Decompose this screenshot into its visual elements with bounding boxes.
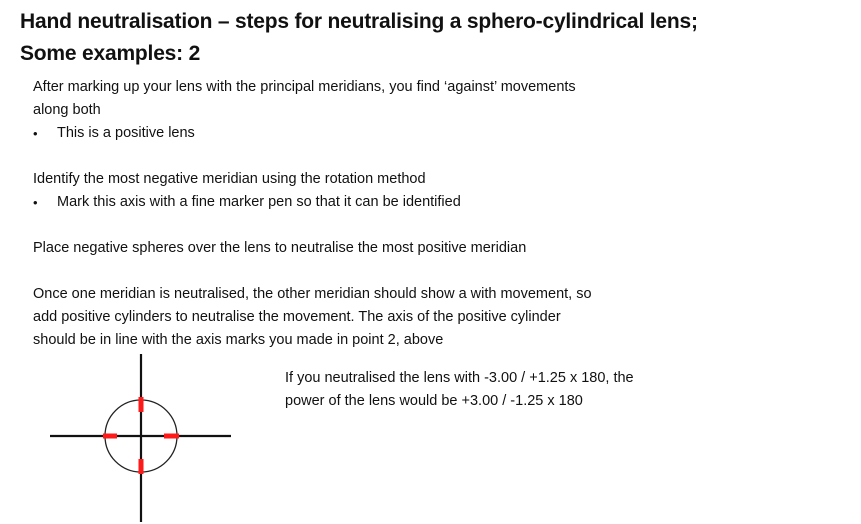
- step-1-bullet: [33, 122, 723, 145]
- step-4-line-3: should be in line with the axis marks you made in point 2, above: [33, 332, 444, 348]
- lens-meridian-diagram: [48, 352, 234, 524]
- result-note: [285, 367, 735, 413]
- steps-body: [33, 76, 723, 352]
- step-3: Place negative spheres over the lens to neutralise the most positive meridian: [33, 240, 527, 256]
- step-1-line-1: After marking up your lens with the principal meridians, you find ‘against’ movements: [33, 79, 576, 95]
- title-line-1: Hand neutralisation – steps for neutralising a sphero-cylindrical lens;: [20, 10, 698, 33]
- step-2-bullet: [33, 191, 723, 214]
- step-2-bullet-text: Mark this axis with a fine marker pen so that it can be identified: [57, 194, 461, 210]
- result-line-1: If you neutralised the lens with -3.00 / +1.25 x 180, the: [285, 370, 634, 386]
- result-line-2: power of the lens would be +3.00 / -1.25 x 180: [285, 393, 583, 409]
- title-line-2: Some examples: 2: [20, 42, 201, 65]
- bullet-icon: •: [33, 195, 38, 210]
- step-4-line-1: Once one meridian is neutralised, the other meridian should show a with movement, so: [33, 286, 592, 302]
- step-1-bullet-text: This is a positive lens: [57, 125, 195, 141]
- slide-title: [20, 6, 698, 70]
- step-4-line-2: add positive cylinders to neutralise the movement. The axis of the positive cylinder: [33, 309, 561, 325]
- bullet-icon: •: [33, 126, 38, 141]
- step-1-line-2: along both: [33, 102, 101, 118]
- step-2: Identify the most negative meridian using the rotation method: [33, 171, 426, 187]
